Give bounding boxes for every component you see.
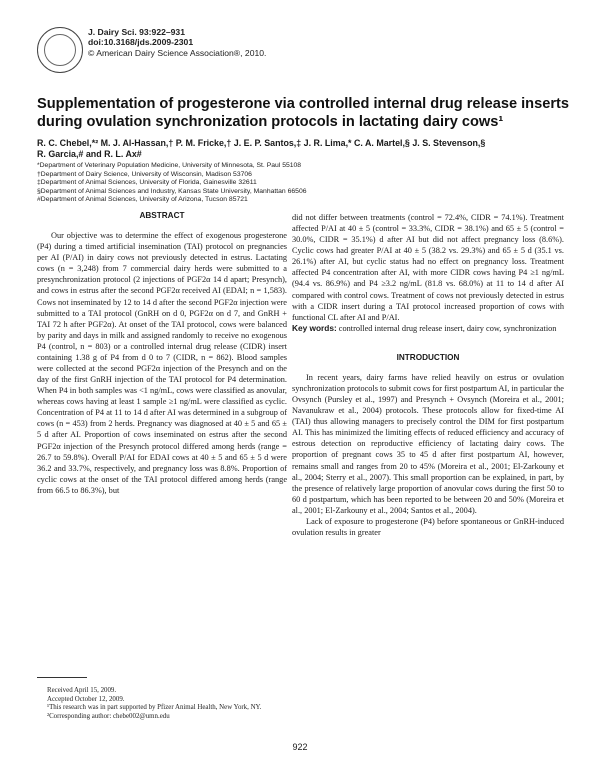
abstract-paragraph-right: did not differ between treatments (control = 72.4%, CIDR = 74.1%). Treatment affected P/AI at 40 ± 5 (control = 33.3%, CIDR = 38.1%) and 65 ± 5 (control = 30.0%, CIDR = 35.1%) d after AI but did not affect pregnancy loss (8.6%). Cyclic cows had greater P/AI at 40 ± 5 (38.2 vs. 29.3%) and 65 ± 5 d (35.1 vs. 26.1%) after AI, but cyclic status had no effect on pregnancy loss. Treatment affected P4 concentration after AI, with more CIDR cows having P4 ≥1 ng/mL (94.4 vs. 86.9%) and P4 ≥3.2 ng/mL (81.8 vs. 68.0%) at 11 to 14 d after AI compared with control cows. Treatment of cows not previously detected in estrus with a CIDR insert during a TAI protocol increased proportion of cows with functional CL after AI and P/AI. (292, 213, 564, 322)
left-column (37, 210, 287, 496)
affiliation: §Department of Animal Sciences and Industry, Kansas State University, Manhattan 66506 (37, 187, 307, 195)
page-number: 922 (292, 742, 308, 752)
affiliation: †Department of Dairy Science, University of Wisconsin, Madison 53706 (37, 170, 252, 178)
copyright: © American Dairy Science Association®, 2010. (88, 47, 267, 58)
authors-line-2: R. Garcia,# and R. L. Ax# (37, 149, 142, 160)
journal-header (88, 27, 266, 58)
footnote-funding: ¹This research was in part supported by Pfizer Animal Health, New York, NY. (47, 704, 262, 712)
journal-seal-logo (37, 27, 83, 73)
footnote-accepted: Accepted October 12, 2009. (47, 695, 125, 703)
affiliations (37, 162, 572, 205)
footnote-divider (37, 677, 87, 678)
paper-title: Supplementation of progesterone via controlled internal drug release inserts during ovulation synchronization protocols in lactating dairy cows¹ (37, 96, 569, 130)
journal-reference: J. Dairy Sci. 93:922–931 (88, 27, 185, 37)
keywords-label: Key words: (292, 322, 337, 333)
affiliation: *Department of Veterinary Population Medicine, University of Minnesota, St. Paul 55108 (37, 162, 302, 169)
affiliation: #Department of Animal Sciences, University of Arizona, Tucson 85721 (37, 196, 248, 204)
introduction-paragraph-1: In recent years, dairy farms have relied heavily on estrus or ovulation synchronization protocols to submit cows for first postpartum AI, in particular the Ovsynch (Pursley et al., 1997) and Presynch + Ovsynch (Moreira et al., 2001; Navanukraw et al., 2004) protocols. These protocols allow for fixed-time AI (TAI) thus allowing managers to precisely control the DIM for first postpartum AI. This has minimized the limiting effects of reduced efficiency and accuracy of estrous detection on reproductive efficiency of lactating dairy cows. The proportion of pregnant cows 35 to 45 d after first postpartum AI, however, remains small and ranges from 20 to 45% (Moreira et al., 2001; El-Zarkouny et al., 2004; Sterry et al., 2007). This small proportion can be explained, in part, by the presence of relatively large proportion of anovular cows during the first 50 to 60 d postpartum, which has been reported to be between 20 and 50% (Moreira et al., 2001; El-Zarkouny et al., 2004; Santos et al., 2004). (292, 372, 564, 515)
footnotes (37, 687, 287, 722)
introduction-paragraph-2: Lack of exposure to progesterone (P4) before spontaneous or GnRH-induced ovulation results in greater (292, 516, 564, 538)
author-list (37, 138, 572, 160)
footnote-corresponding: ²Corresponding author: chebe002@umn.edu (47, 713, 170, 721)
right-column (292, 212, 564, 538)
introduction-heading: INTRODUCTION (396, 352, 460, 362)
abstract-paragraph-left: Our objective was to determine the effect of exogenous progesterone (P4) during a timed artificial insemination (TAI) protocol on pregnancies per AI (P/AI) in dairy cows not previously detected in estrus. Lactating cows (n = 3,248) from 7 commercial dairy herds were submitted to a presynchronization protocol (2 injections of PGF2α 14 d apart; Presynch), and cows in estrus after the second PGF2α received AI (EDAI; n = 1,583). Cows not inseminated by 12 to 14 d after the second PGF2α injection were submitted to a TAI protocol (GnRH on d 0, PGF2α on d 7, and GnRH + TAI 72 h after PGF2α). At onset of the TAI protocol, cows were balanced by parity and days in milk and assigned randomly to receive no exogenous P4 (control, n = 803) or a controlled internal drug release (CIDR) insert containing 1.38 g of P4 from d 0 to 7 (CIDR, n = 862). Blood samples were collected at the second PGF2α injection of the Presynch and on the day of the first GnRH injection of the TAI protocol for P4 determination. When P4 in both samples was <1 ng/mL, cows were classified as anovular, whereas cows having at least 1 sample ≥1 ng/mL were classified as cyclic. Concentration of P4 at 11 to 14 d after AI was determined in a subgroup of cows (n = 453) from 2 herds. Pregnancy was diagnosed at 40 ± 5 and 65 ± 5 d after AI. Proportion of cows inseminated on estrus after the second PGF2α injection of the Presynch protocol differed among herds (range = 26.7 to 59.8%). Overall P/AI for EDAI cows at 40 ± 5 and 65 ± 5 d were 36.2 and 33.7%, respectively, and pregnancy loss was 8.8%. Proportion of cyclic cows at the onset of the TAI protocol differed among herds (range from 66.5 to 86.3%), but (37, 231, 287, 495)
authors-line-1: R. C. Chebel,*² M. J. Al-Hassan,† P. M. Fricke,† J. E. P. Santos,‡ J. R. Lima,* C. A. Martel,§ J. S. Stevenson,§ (37, 138, 486, 148)
abstract-heading: ABSTRACT (139, 211, 185, 220)
footnote-received: Received April 15, 2009. (47, 687, 117, 694)
doi[interactable]: doi:10.3168/jds.2009-2301 (88, 37, 194, 48)
keywords-text: controlled internal drug release insert, dairy cow, synchronization (336, 323, 557, 333)
affiliation: ‡Department of Animal Sciences, University of Florida, Gainesville 32611 (37, 179, 257, 187)
keywords (292, 323, 564, 334)
